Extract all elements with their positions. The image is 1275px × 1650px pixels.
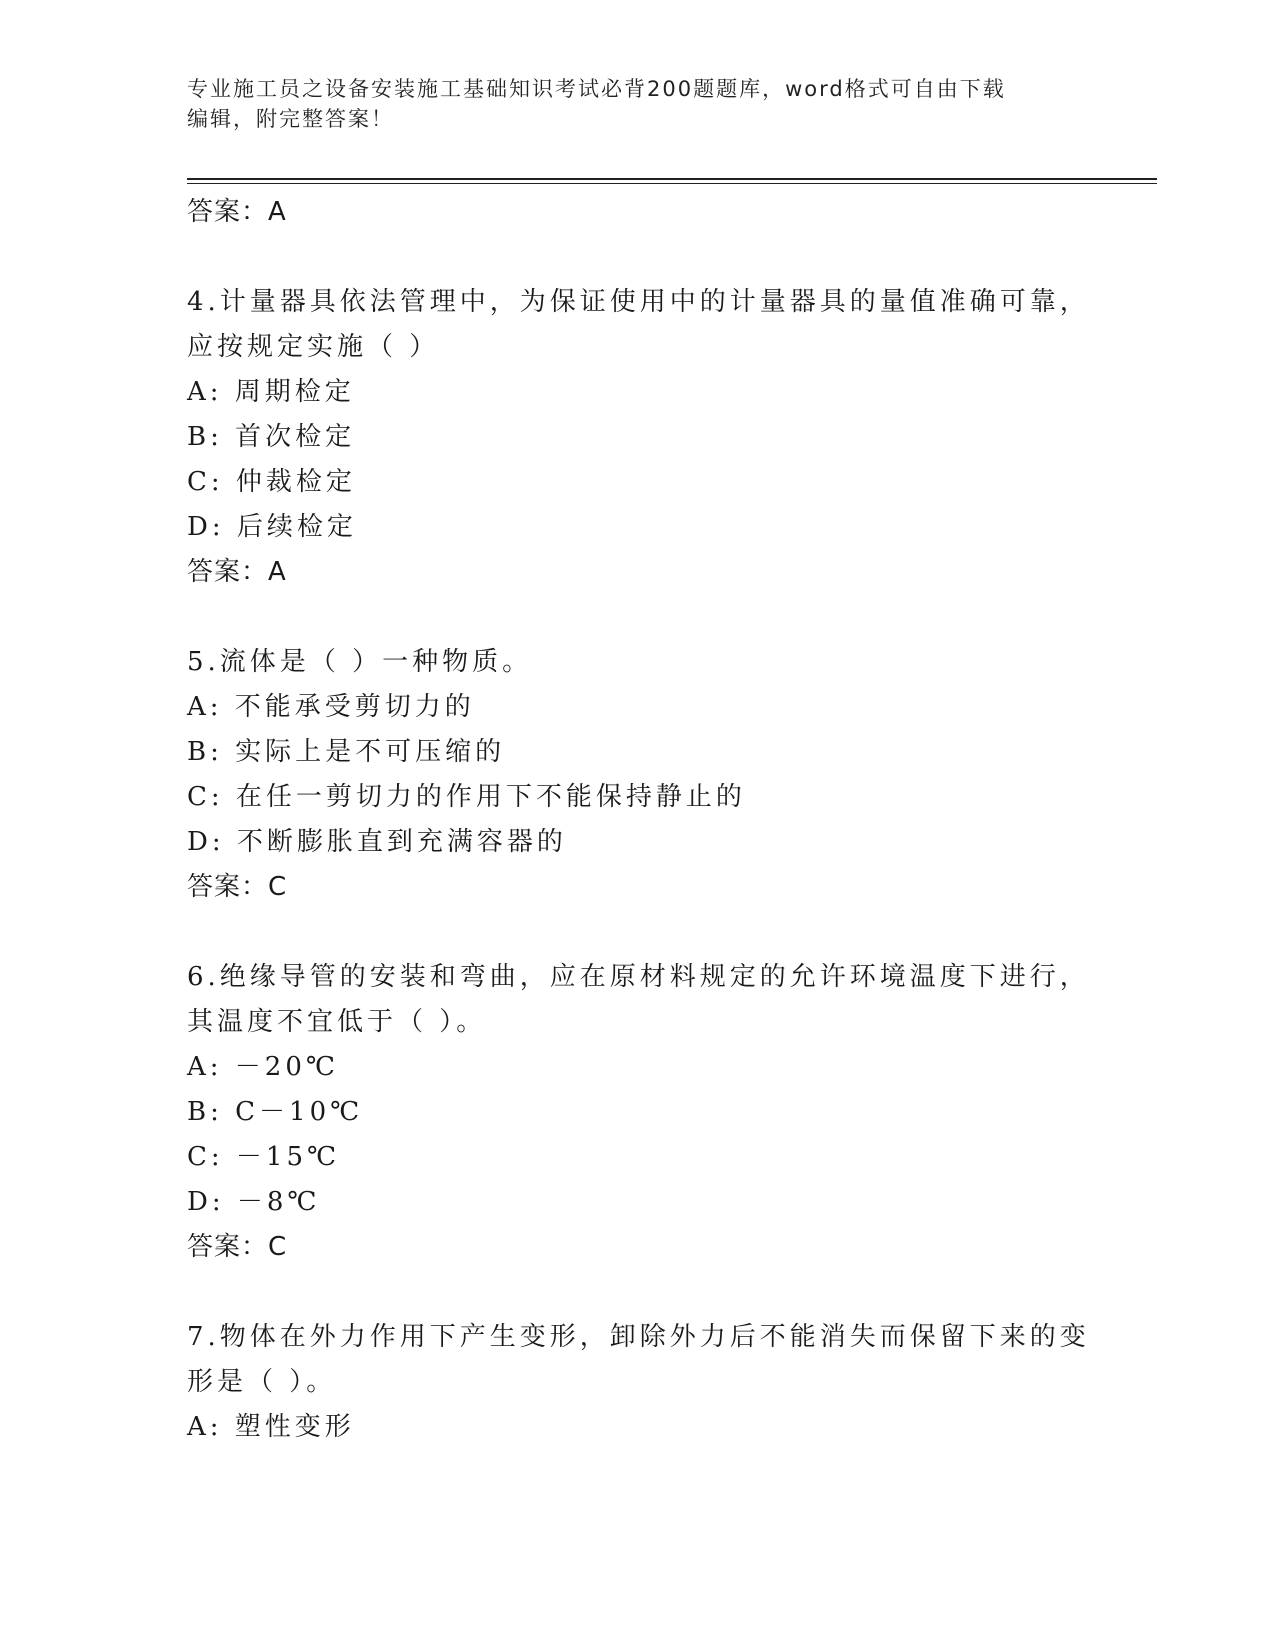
header-line-1: 专业施工员之设备安装施工基础知识考试必背200题题库，word格式可自由下载: [187, 77, 1006, 101]
question-6: [187, 955, 1090, 1270]
previous-answer: 答案：A: [187, 197, 287, 227]
option-b: B: 实际上是不可压缩的: [187, 737, 506, 767]
question-text-line: 6.绝缘导管的安装和弯曲，应在原材料规定的允许环境温度下进行，: [187, 962, 1090, 992]
answer: 答案：C: [187, 1232, 288, 1262]
spacer: [187, 595, 1087, 640]
option-c: C: 仲裁检定: [187, 467, 356, 497]
question-text-line: 应按规定实施（ ）: [187, 332, 440, 362]
document-header: [187, 74, 1067, 134]
option-d: D: 不断膨胀直到充满容器的: [187, 827, 567, 857]
header-rule-thin: [187, 183, 1157, 184]
option-a: A: －20℃: [187, 1052, 339, 1082]
option-c: C: 在任一剪切力的作用下不能保持静止的: [187, 782, 746, 812]
spacer: [187, 235, 1087, 280]
option-b: B: 首次检定: [187, 422, 356, 452]
option-a: A: 不能承受剪切力的: [187, 692, 475, 722]
question-text-line: 7.物体在外力作用下产生变形，卸除外力后不能消失而保留下来的变: [187, 1322, 1090, 1352]
option-b: B: C－10℃: [187, 1097, 364, 1127]
option-a: A: 塑性变形: [187, 1412, 355, 1442]
question-7: [187, 1315, 1090, 1450]
question-text-line: 其温度不宜低于（ ）。: [187, 1007, 487, 1037]
question-list: [187, 190, 1090, 1450]
header-rule-thick: [187, 178, 1157, 180]
spacer: [187, 1270, 1087, 1315]
answer: 答案：C: [187, 872, 288, 902]
spacer: [187, 910, 1087, 955]
option-d: D: 后续检定: [187, 512, 357, 542]
question-text-line: 4.计量器具依法管理中，为保证使用中的计量器具的量值准确可靠，: [187, 287, 1090, 317]
question-text-line: 5.流体是（ ）一种物质。: [187, 647, 533, 677]
answer: 答案：A: [187, 557, 287, 587]
option-c: C: －15℃: [187, 1142, 341, 1172]
question-text-line: 形是（ ）。: [187, 1367, 337, 1397]
header-line-2: 编辑，附完整答案！: [187, 107, 394, 131]
question-4: [187, 280, 1090, 595]
option-d: D: －8℃: [187, 1187, 321, 1217]
option-a: A: 周期检定: [187, 377, 355, 407]
question-5: [187, 640, 1087, 910]
